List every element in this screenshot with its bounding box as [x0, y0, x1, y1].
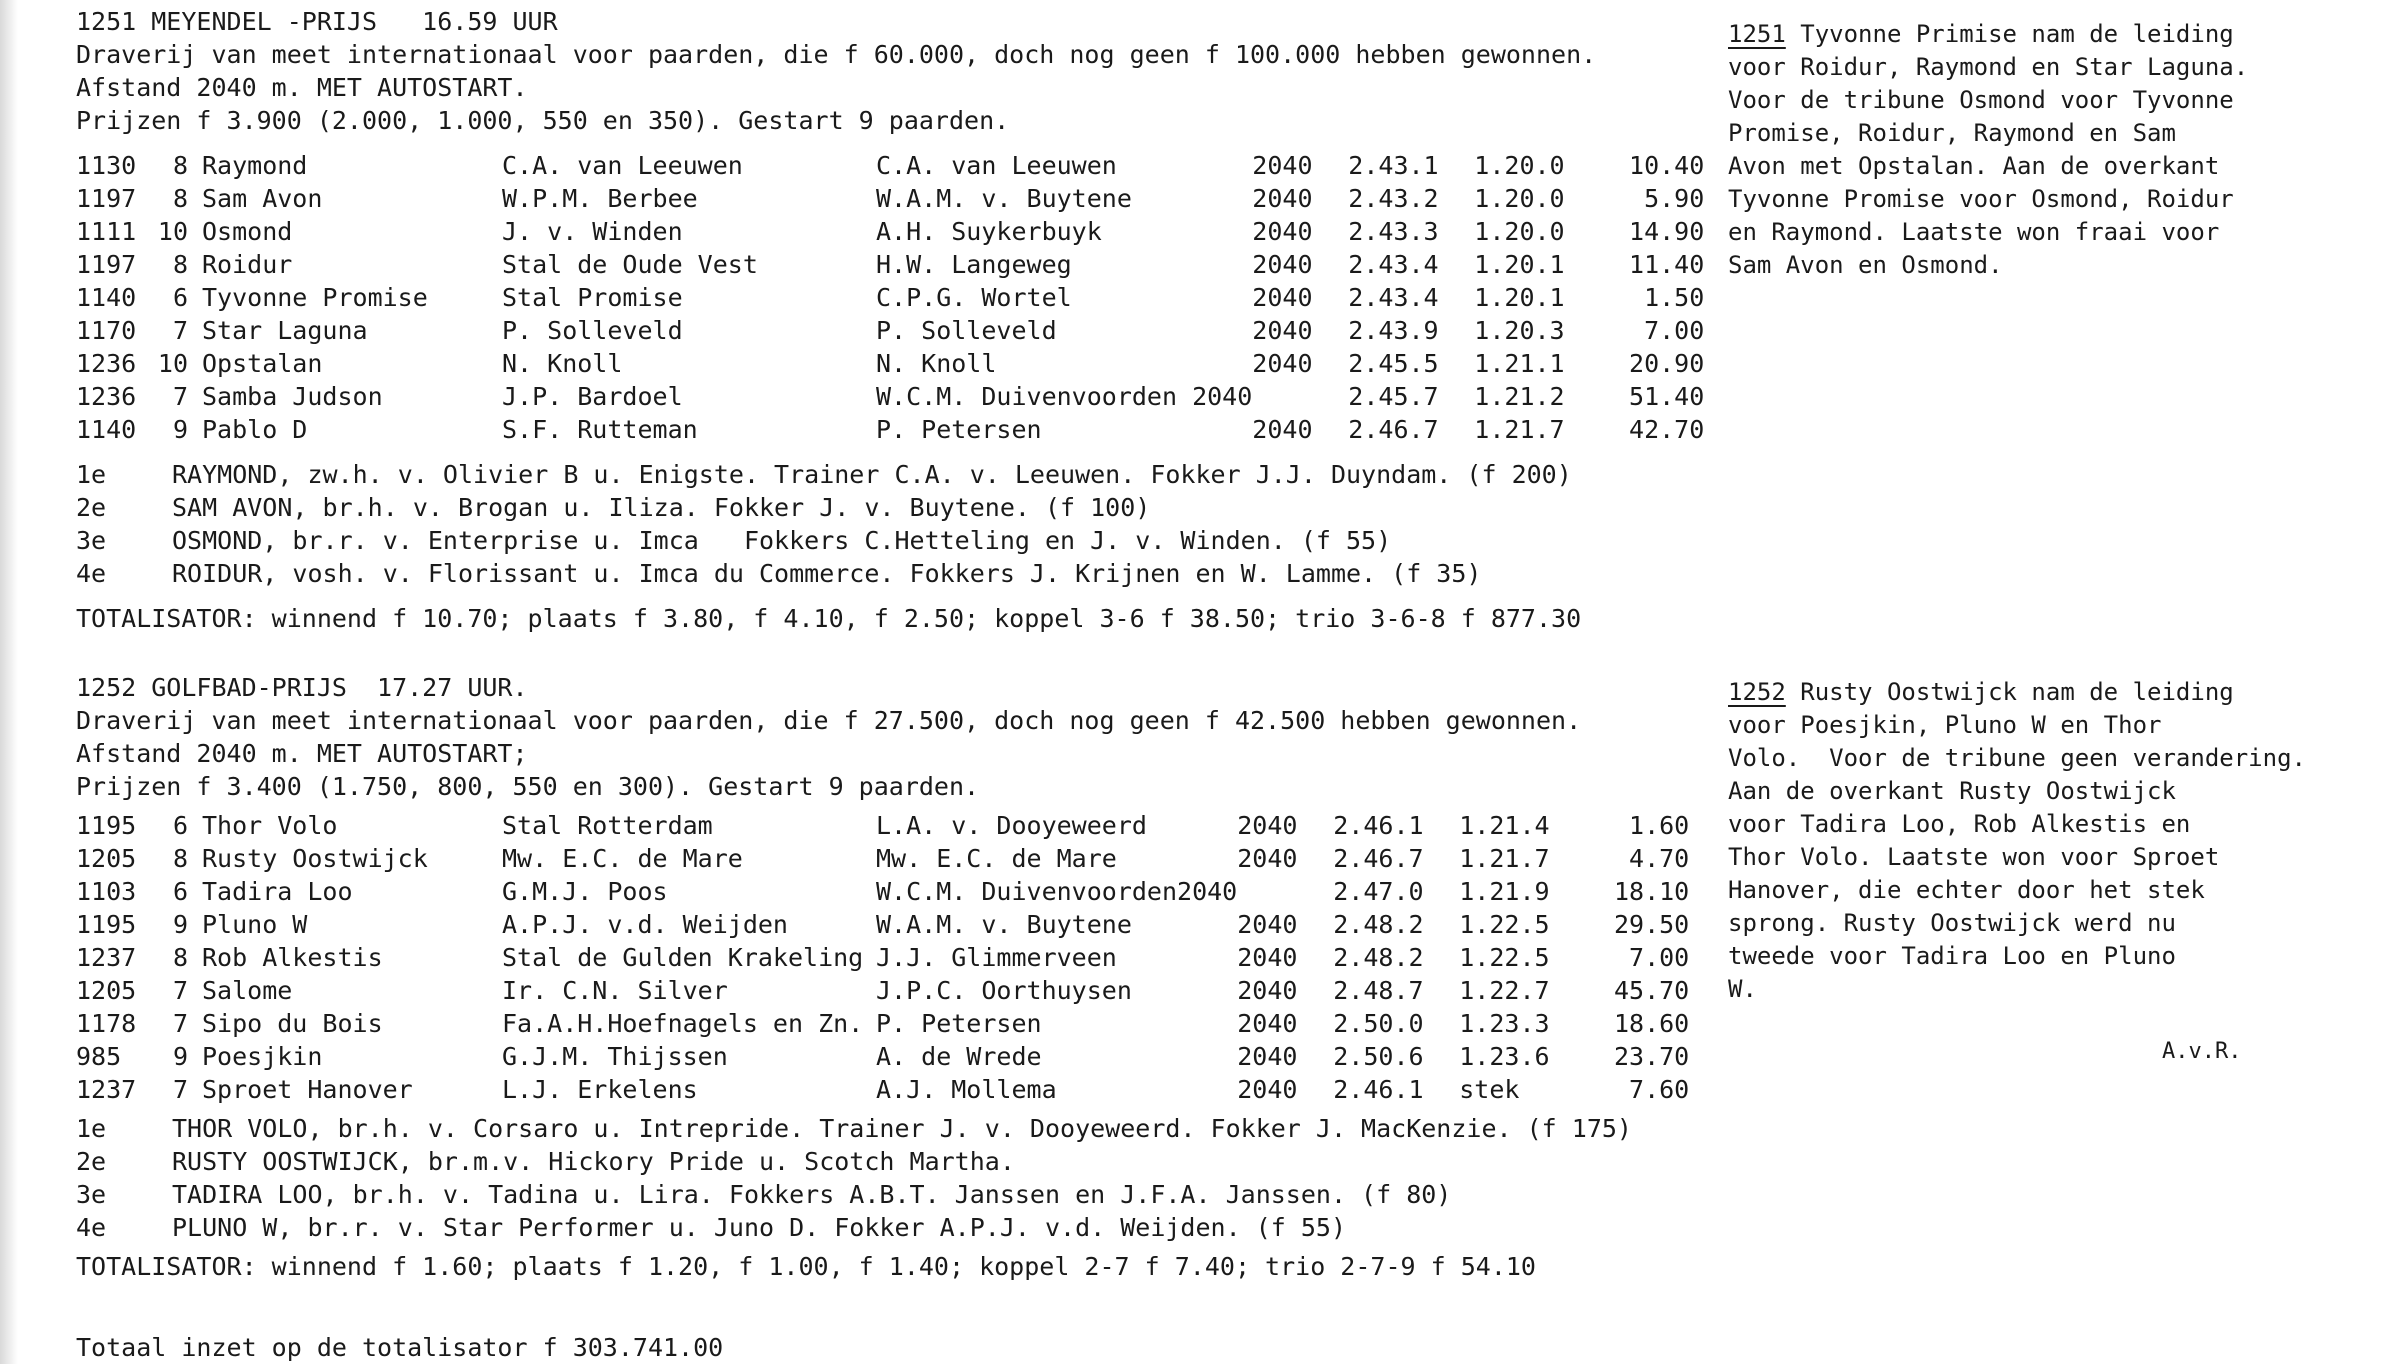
- horse-name: Osmond: [202, 217, 293, 246]
- horse-name: Sproet Hanover: [202, 1075, 413, 1104]
- horse-age: 9: [172, 1042, 188, 1071]
- driver: N. Knoll: [876, 349, 997, 378]
- table-row: [76, 843, 1689, 876]
- owner: J.P. Bardoel: [502, 382, 683, 411]
- race-time: 2.45.5: [1348, 349, 1439, 378]
- placing-item: [76, 558, 1756, 591]
- start-ref: 1236: [76, 349, 137, 378]
- driver: W.C.M. Duivenvoorden2040: [876, 877, 1238, 906]
- placing-rank: 3e: [76, 526, 107, 555]
- driver: W.A.M. v. Buytene: [876, 184, 1132, 213]
- distance: 2040: [1237, 943, 1298, 972]
- km-time: 1.20.0: [1474, 151, 1565, 180]
- start-ref: 985: [76, 1042, 122, 1071]
- placing-item: [76, 1146, 1756, 1179]
- race-time: 2.43.9: [1348, 316, 1439, 345]
- start-ref: 1103: [76, 877, 137, 906]
- owner: L.J. Erkelens: [502, 1075, 698, 1104]
- km-time: stek: [1459, 1075, 1520, 1104]
- start-ref: 1170: [76, 316, 137, 345]
- odds: 10.40: [1629, 151, 1705, 180]
- race-time: 2.46.7: [1333, 844, 1424, 873]
- driver: J.P.C. Oorthuysen: [876, 976, 1132, 1005]
- horse-age: 8: [172, 943, 188, 972]
- driver: A.J. Mollema: [876, 1075, 1057, 1104]
- placing-item: [76, 492, 1756, 525]
- odds: 1.50: [1644, 283, 1705, 312]
- owner: Mw. E.C. de Mare: [502, 844, 743, 873]
- placing-description: THOR VOLO, br.h. v. Corsaro u. Intrepride. Trainer J. v. Dooyeweerd. Fokker J. MacKenzie. (f 175): [172, 1114, 1632, 1143]
- placing-description: TADIRA LOO, br.h. v. Tadina u. Lira. Fokkers A.B.T. Janssen en J.F.A. Janssen. (f 80): [172, 1180, 1452, 1209]
- horse-name: Thor Volo: [202, 811, 338, 840]
- table-row: [76, 282, 1704, 315]
- placing-item: [76, 1212, 1756, 1245]
- distance: 2040: [1252, 217, 1313, 246]
- owner: S.F. Rutteman: [502, 415, 698, 444]
- distance: 2040: [1237, 811, 1298, 840]
- start-ref: 1237: [76, 1075, 137, 1104]
- driver: P. Petersen: [876, 1009, 1042, 1038]
- race-1252: [76, 672, 1756, 1284]
- odds: 7.00: [1629, 943, 1690, 972]
- km-time: 1.21.7: [1459, 844, 1550, 873]
- placing-item: [76, 1179, 1756, 1212]
- km-time: 1.21.9: [1459, 877, 1550, 906]
- table-row: [76, 1008, 1689, 1041]
- race-distance: Afstand 2040 m. MET AUTOSTART;: [76, 739, 528, 768]
- horse-name: Rob Alkestis: [202, 943, 383, 972]
- table-row: [76, 315, 1704, 348]
- km-time: 1.20.0: [1474, 184, 1565, 213]
- race-header: 1251 MEYENDEL -PRIJS 16.59 UUR: [76, 7, 558, 36]
- start-ref: 1140: [76, 415, 137, 444]
- placing-description: PLUNO W, br.r. v. Star Performer u. Juno D. Fokker A.P.J. v.d. Weijden. (f 55): [172, 1213, 1346, 1242]
- odds: 18.10: [1613, 877, 1690, 906]
- commentary-race-number: 1252: [1728, 678, 1786, 706]
- horse-age: 7: [172, 382, 188, 411]
- horse-name: Pablo D: [202, 415, 308, 444]
- horse-name: Raymond: [202, 151, 308, 180]
- race-time: 2.47.0: [1333, 877, 1424, 906]
- placing-item: [76, 459, 1756, 492]
- placing-rank: 1e: [76, 460, 107, 489]
- owner: P. Solleveld: [502, 316, 683, 345]
- odds: 1.60: [1629, 811, 1690, 840]
- start-ref: 1140: [76, 283, 137, 312]
- horse-age: 9: [172, 910, 188, 939]
- race-commentary: [1728, 676, 2388, 1006]
- distance: 2040: [1237, 1042, 1298, 1071]
- owner: Stal Promise: [502, 283, 683, 312]
- horse-age: 6: [172, 877, 188, 906]
- race-time: 2.45.7: [1348, 382, 1439, 411]
- placing-rank: 2e: [76, 1147, 107, 1176]
- owner: Stal de Oude Vest: [502, 250, 758, 279]
- start-ref: 1205: [76, 976, 137, 1005]
- horse-name: Opstalan: [202, 349, 323, 378]
- owner: J. v. Winden: [502, 217, 683, 246]
- results-table: [76, 810, 1689, 1107]
- horse-age: 8: [172, 250, 188, 279]
- placing-item: [76, 525, 1756, 558]
- placings-list: [76, 1113, 1756, 1245]
- placing-description: SAM AVON, br.h. v. Brogan u. Iliza. Fokker J. v. Buytene. (f 100): [172, 493, 1151, 522]
- odds: 7.60: [1629, 1075, 1690, 1104]
- horse-age: 7: [172, 316, 188, 345]
- placings-list: [76, 459, 1756, 591]
- placing-description: ROIDUR, vosh. v. Florissant u. Imca du Commerce. Fokkers J. Krijnen en W. Lamme. (f 35): [172, 559, 1482, 588]
- author-signature: A.v.R.: [2162, 1039, 2242, 1064]
- distance: 2040: [1252, 283, 1313, 312]
- table-row: [76, 183, 1704, 216]
- horse-age: 8: [172, 184, 188, 213]
- totalisator: TOTALISATOR: winnend f 1.60; plaats f 1.20, f 1.00, f 1.40; koppel 2-7 f 7.40; trio 2-7-9 f 54.10: [76, 1252, 1536, 1281]
- odds: 45.70: [1613, 976, 1690, 1005]
- race-header: 1252 GOLFBAD-PRIJS 17.27 UUR.: [76, 673, 528, 702]
- horse-name: Star Laguna: [202, 316, 368, 345]
- totalisator: TOTALISATOR: winnend f 10.70; plaats f 3.80, f 4.10, f 2.50; koppel 3-6 f 38.50; trio 3-6-8 f 877.30: [76, 604, 1582, 633]
- placing-rank: 3e: [76, 1180, 107, 1209]
- race-time: 2.43.3: [1348, 217, 1439, 246]
- driver: W.C.M. Duivenvoorden 2040: [876, 382, 1253, 411]
- race-time: 2.43.1: [1348, 151, 1439, 180]
- odds: 7.00: [1644, 316, 1705, 345]
- distance: 2040: [1252, 415, 1313, 444]
- horse-age: 8: [172, 151, 188, 180]
- odds: 29.50: [1613, 910, 1690, 939]
- horse-age: 7: [172, 1009, 188, 1038]
- distance: 2040: [1252, 316, 1313, 345]
- start-ref: 1236: [76, 382, 137, 411]
- race-prizes: Prijzen f 3.900 (2.000, 1.000, 550 en 350). Gestart 9 paarden.: [76, 106, 1010, 135]
- distance: 2040: [1252, 151, 1313, 180]
- km-time: 1.21.7: [1474, 415, 1565, 444]
- race-time: 2.48.2: [1333, 943, 1424, 972]
- race-time: 2.46.7: [1348, 415, 1439, 444]
- start-ref: 1130: [76, 151, 137, 180]
- driver: W.A.M. v. Buytene: [876, 910, 1132, 939]
- horse-age: 6: [172, 283, 188, 312]
- start-ref: 1197: [76, 250, 137, 279]
- km-time: 1.21.4: [1459, 811, 1550, 840]
- odds: 5.90: [1644, 184, 1705, 213]
- table-row: [76, 909, 1689, 942]
- km-time: 1.23.6: [1459, 1042, 1550, 1071]
- page-edge-shadow: [0, 0, 18, 1364]
- owner: A.P.J. v.d. Weijden: [502, 910, 788, 939]
- owner: N. Knoll: [502, 349, 623, 378]
- owner: W.P.M. Berbee: [502, 184, 698, 213]
- placing-item: [76, 1113, 1756, 1146]
- horse-name: Roidur: [202, 250, 293, 279]
- horse-name: Sipo du Bois: [202, 1009, 383, 1038]
- horse-age: 10: [157, 349, 188, 378]
- placing-rank: 2e: [76, 493, 107, 522]
- table-row: [76, 810, 1689, 843]
- table-row: [76, 1074, 1689, 1107]
- odds: 42.70: [1629, 415, 1705, 444]
- table-row: [76, 1041, 1689, 1074]
- odds: 18.60: [1613, 1009, 1690, 1038]
- placing-rank: 4e: [76, 559, 107, 588]
- driver: L.A. v. Dooyeweerd: [876, 811, 1147, 840]
- race-commentary: [1728, 18, 2388, 282]
- odds: 23.70: [1613, 1042, 1690, 1071]
- race-time: 2.43.4: [1348, 250, 1439, 279]
- race-description: Draverij van meet internationaal voor paarden, die f 60.000, doch nog geen f 100.000 hebben gewonnen.: [76, 40, 1597, 69]
- table-row: [76, 249, 1704, 282]
- km-time: 1.20.1: [1474, 283, 1565, 312]
- driver: A. de Wrede: [876, 1042, 1042, 1071]
- km-time: 1.20.1: [1474, 250, 1565, 279]
- race-1251: [76, 6, 1756, 636]
- km-time: 1.22.5: [1459, 943, 1550, 972]
- driver: J.J. Glimmerveen: [876, 943, 1117, 972]
- km-time: 1.23.3: [1459, 1009, 1550, 1038]
- table-row: [76, 150, 1704, 183]
- start-ref: 1111: [76, 217, 137, 246]
- horse-age: 7: [172, 976, 188, 1005]
- owner: G.M.J. Poos: [502, 877, 668, 906]
- distance: 2040: [1252, 250, 1313, 279]
- start-ref: 1195: [76, 811, 137, 840]
- owner: Fa.A.H.Hoefnagels en Zn.: [502, 1009, 864, 1038]
- km-time: 1.22.7: [1459, 976, 1550, 1005]
- total-bet: Totaal inzet op de totalisator f 303.741.00: [76, 1333, 724, 1362]
- horse-name: Rusty Oostwijck: [202, 844, 428, 873]
- placing-rank: 1e: [76, 1114, 107, 1143]
- table-row: [76, 942, 1689, 975]
- race-time: 2.43.4: [1348, 283, 1439, 312]
- race-time: 2.50.0: [1333, 1009, 1424, 1038]
- race-time: 2.50.6: [1333, 1042, 1424, 1071]
- start-ref: 1197: [76, 184, 137, 213]
- owner: Ir. C.N. Silver: [502, 976, 728, 1005]
- km-time: 1.20.0: [1474, 217, 1565, 246]
- driver: C.A. van Leeuwen: [876, 151, 1117, 180]
- start-ref: 1195: [76, 910, 137, 939]
- table-row: [76, 975, 1689, 1008]
- horse-name: Tadira Loo: [202, 877, 353, 906]
- table-row: [76, 216, 1704, 249]
- distance: 2040: [1237, 1009, 1298, 1038]
- placing-description: OSMOND, br.r. v. Enterprise u. Imca Fokkers C.Hetteling en J. v. Winden. (f 55): [172, 526, 1392, 555]
- owner: C.A. van Leeuwen: [502, 151, 743, 180]
- race-time: 2.46.1: [1333, 1075, 1424, 1104]
- start-ref: 1205: [76, 844, 137, 873]
- km-time: 1.21.2: [1474, 382, 1565, 411]
- driver: H.W. Langeweg: [876, 250, 1072, 279]
- odds: 51.40: [1629, 382, 1705, 411]
- driver: A.H. Suykerbuyk: [876, 217, 1102, 246]
- owner: G.J.M. Thijssen: [502, 1042, 728, 1071]
- owner: Stal Rotterdam: [502, 811, 713, 840]
- driver: C.P.G. Wortel: [876, 283, 1072, 312]
- horse-name: Samba Judson: [202, 382, 383, 411]
- odds: 11.40: [1629, 250, 1705, 279]
- distance: 2040: [1237, 910, 1298, 939]
- km-time: 1.22.5: [1459, 910, 1550, 939]
- horse-name: Salome: [202, 976, 293, 1005]
- results-table: [76, 150, 1704, 447]
- placing-rank: 4e: [76, 1213, 107, 1242]
- horse-age: 9: [172, 415, 188, 444]
- race-time: 2.48.2: [1333, 910, 1424, 939]
- horse-age: 8: [172, 844, 188, 873]
- horse-age: 7: [172, 1075, 188, 1104]
- horse-age: 10: [157, 217, 188, 246]
- driver: P. Solleveld: [876, 316, 1057, 345]
- commentary-text: Rusty Oostwijck nam de leiding voor Poesjkin, Pluno W en Thor Volo. Voor de tribune geen verandering. Aan de overkant Rusty Oostwijck voor Tadira Loo, Rob Alkestis en Thor Volo. Laatste won voor Sproet Hanover, die echter door het stek sprong. Rusty Oostwijck werd nu tweede voor Tadira Loo en Pluno W.: [1728, 678, 2306, 1003]
- table-row: [76, 381, 1704, 414]
- start-ref: 1178: [76, 1009, 137, 1038]
- horse-name: Poesjkin: [202, 1042, 323, 1071]
- race-description: Draverij van meet internationaal voor paarden, die f 27.500, doch nog geen f 42.500 hebben gewonnen.: [76, 706, 1582, 735]
- distance: 2040: [1252, 349, 1313, 378]
- start-ref: 1237: [76, 943, 137, 972]
- race-distance: Afstand 2040 m. MET AUTOSTART.: [76, 73, 528, 102]
- race-prizes: Prijzen f 3.400 (1.750, 800, 550 en 300). Gestart 9 paarden.: [76, 772, 980, 801]
- horse-name: Sam Avon: [202, 184, 323, 213]
- horse-age: 6: [172, 811, 188, 840]
- driver: Mw. E.C. de Mare: [876, 844, 1117, 873]
- commentary-race-number: 1251: [1728, 20, 1786, 48]
- driver: P. Petersen: [876, 415, 1042, 444]
- distance: 2040: [1237, 976, 1298, 1005]
- horse-name: Pluno W: [202, 910, 308, 939]
- commentary-text: Tyvonne Primise nam de leiding voor Roidur, Raymond en Star Laguna. Voor de tribune Osmond voor Tyvonne Promise, Roidur, Raymond en Sam Avon met Opstalan. Aan de overkant Tyvonne Promise voor Osmond, Roidur en Raymond. Laatste won fraai voor Sam Avon en Osmond.: [1728, 20, 2249, 279]
- distance: [1252, 381, 1348, 414]
- odds: 20.90: [1629, 349, 1705, 378]
- race-time: 2.46.1: [1333, 811, 1424, 840]
- km-time: 1.20.3: [1474, 316, 1565, 345]
- distance: 2040: [1252, 184, 1313, 213]
- placing-description: RAYMOND, zw.h. v. Olivier B u. Enigste. Trainer C.A. v. Leeuwen. Fokker J.J. Duyndam. (f 200): [172, 460, 1572, 489]
- distance: [1237, 876, 1333, 909]
- km-time: 1.21.1: [1474, 349, 1565, 378]
- odds: 14.90: [1629, 217, 1705, 246]
- distance: 2040: [1237, 1075, 1298, 1104]
- race-time: 2.48.7: [1333, 976, 1424, 1005]
- horse-name: Tyvonne Promise: [202, 283, 428, 312]
- owner: Stal de Gulden Krakeling: [502, 943, 864, 972]
- placing-description: RUSTY OOSTWIJCK, br.m.v. Hickory Pride u. Scotch Martha.: [172, 1147, 1015, 1176]
- distance: 2040: [1237, 844, 1298, 873]
- table-row: [76, 348, 1704, 381]
- odds: 4.70: [1629, 844, 1690, 873]
- race-time: 2.43.2: [1348, 184, 1439, 213]
- table-row: [76, 414, 1704, 447]
- table-row: [76, 876, 1689, 909]
